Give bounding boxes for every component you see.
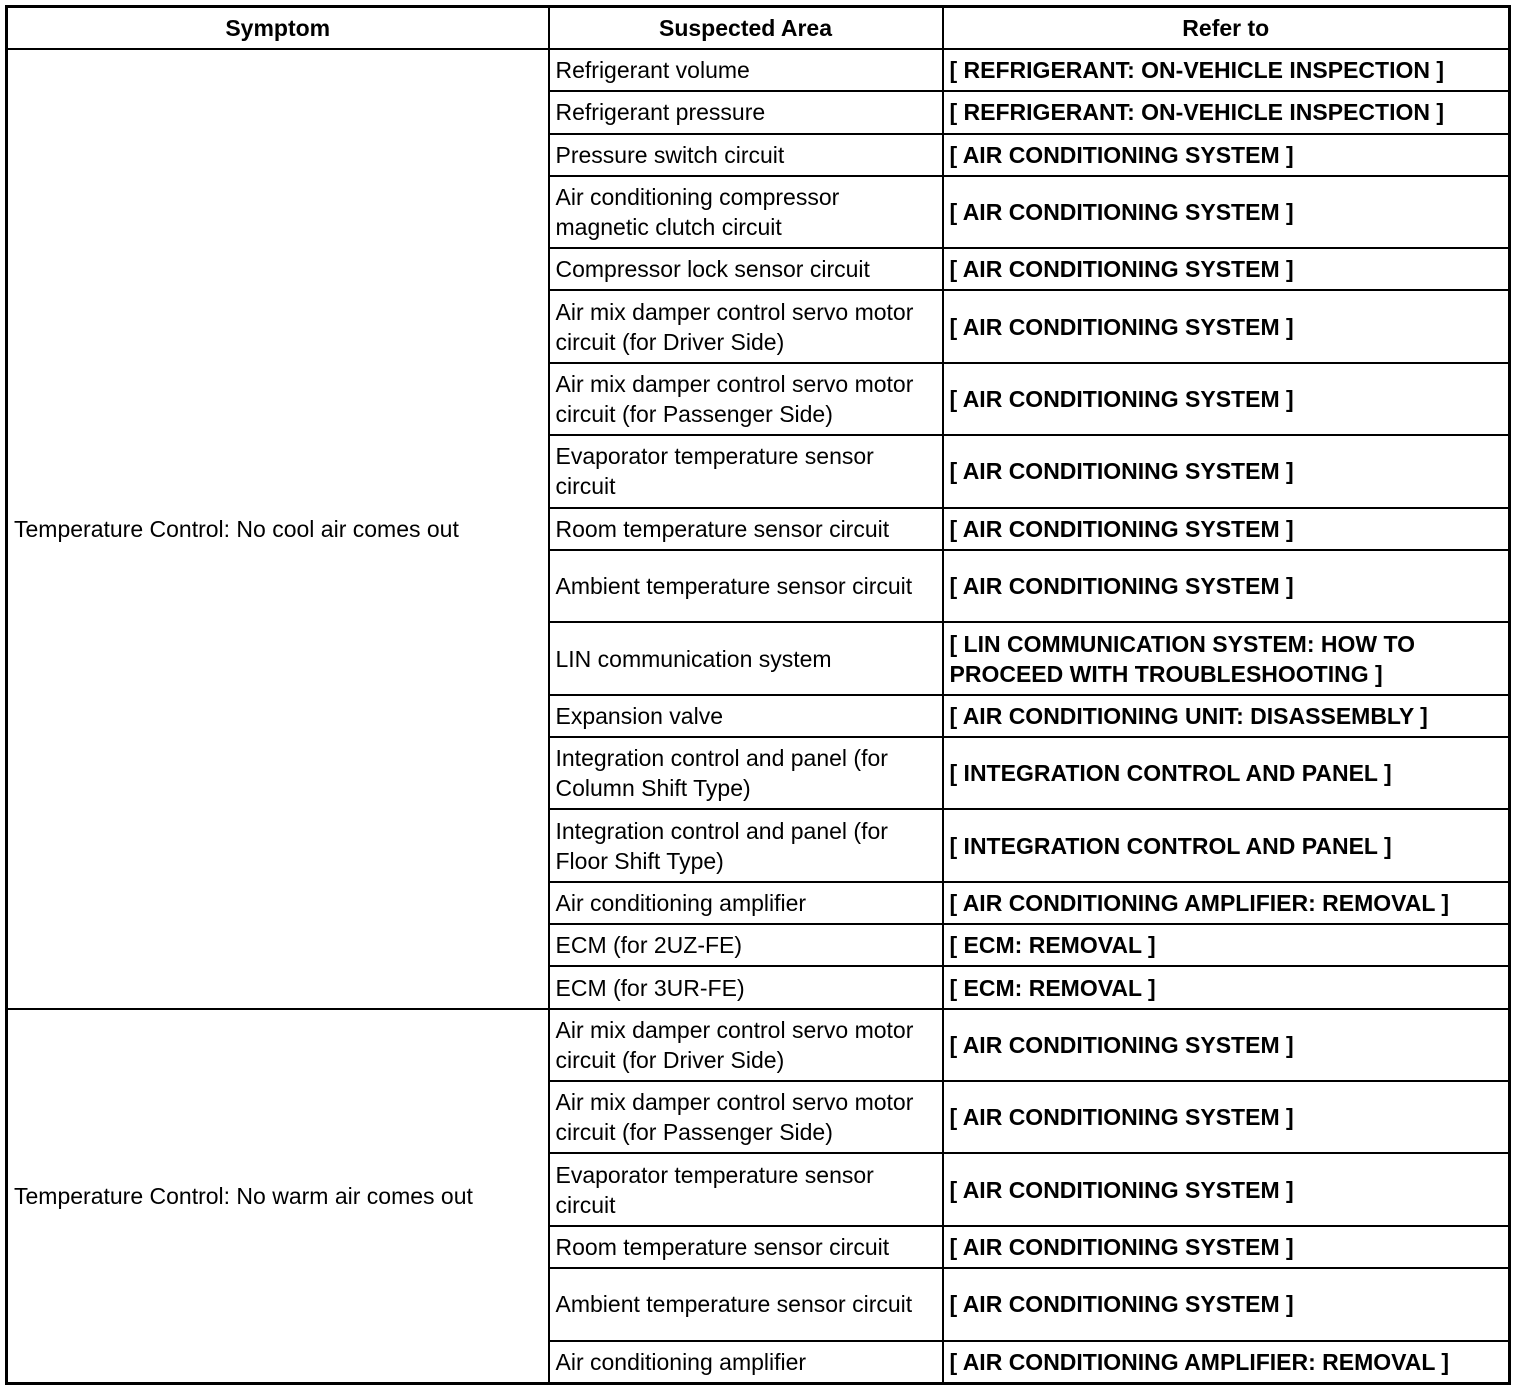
refer-to-cell: [ AIR CONDITIONING SYSTEM ] [943, 134, 1510, 176]
header-refer-to: Refer to [943, 7, 1510, 50]
suspected-area-cell: Expansion valve [549, 695, 943, 737]
refer-to-cell: [ AIR CONDITIONING SYSTEM ] [943, 1268, 1510, 1340]
suspected-area-cell: Ambient temperature sensor circuit [549, 1268, 943, 1340]
refer-to-cell: [ INTEGRATION CONTROL AND PANEL ] [943, 809, 1510, 881]
suspected-area-cell: Room temperature sensor circuit [549, 1226, 943, 1268]
suspected-area-cell: Room temperature sensor circuit [549, 508, 943, 550]
symptom-cell: Temperature Control: No cool air comes out [7, 49, 549, 1009]
suspected-area-cell: Air conditioning amplifier [549, 882, 943, 924]
refer-to-cell: [ AIR CONDITIONING SYSTEM ] [943, 1226, 1510, 1268]
refer-to-cell: [ ECM: REMOVAL ] [943, 966, 1510, 1008]
suspected-area-cell: Pressure switch circuit [549, 134, 943, 176]
table-row [7, 1009, 1510, 1081]
suspected-area-cell: Integration control and panel (for Floor Shift Type) [549, 809, 943, 881]
suspected-area-cell: Air mix damper control servo motor circuit (for Driver Side) [549, 290, 943, 362]
refer-to-cell: [ REFRIGERANT: ON-VEHICLE INSPECTION ] [943, 91, 1510, 133]
refer-to-cell: [ AIR CONDITIONING SYSTEM ] [943, 290, 1510, 362]
suspected-area-cell: ECM (for 3UR-FE) [549, 966, 943, 1008]
suspected-area-cell: Ambient temperature sensor circuit [549, 550, 943, 622]
refer-to-cell: [ AIR CONDITIONING AMPLIFIER: REMOVAL ] [943, 1341, 1510, 1384]
suspected-area-cell: Air conditioning compressor magnetic clutch circuit [549, 176, 943, 248]
suspected-area-cell: Integration control and panel (for Column Shift Type) [549, 737, 943, 809]
suspected-area-cell: Refrigerant pressure [549, 91, 943, 133]
suspected-area-cell: ECM (for 2UZ-FE) [549, 924, 943, 966]
refer-to-cell: [ ECM: REMOVAL ] [943, 924, 1510, 966]
refer-to-cell: [ AIR CONDITIONING SYSTEM ] [943, 1153, 1510, 1225]
suspected-area-cell: Compressor lock sensor circuit [549, 248, 943, 290]
refer-to-cell: [ REFRIGERANT: ON-VEHICLE INSPECTION ] [943, 49, 1510, 91]
troubleshooting-table [5, 5, 1511, 1385]
refer-to-cell: [ AIR CONDITIONING SYSTEM ] [943, 550, 1510, 622]
refer-to-cell: [ AIR CONDITIONING SYSTEM ] [943, 508, 1510, 550]
table-row [7, 49, 1510, 91]
refer-to-cell: [ AIR CONDITIONING SYSTEM ] [943, 1081, 1510, 1153]
suspected-area-cell: Evaporator temperature sensor circuit [549, 435, 943, 507]
refer-to-cell: [ AIR CONDITIONING SYSTEM ] [943, 1009, 1510, 1081]
suspected-area-cell: Air conditioning amplifier [549, 1341, 943, 1384]
header-symptom: Symptom [7, 7, 549, 50]
refer-to-cell: [ INTEGRATION CONTROL AND PANEL ] [943, 737, 1510, 809]
suspected-area-cell: Air mix damper control servo motor circuit (for Driver Side) [549, 1009, 943, 1081]
refer-to-cell: [ AIR CONDITIONING UNIT: DISASSEMBLY ] [943, 695, 1510, 737]
suspected-area-cell: LIN communication system [549, 622, 943, 694]
symptom-cell: Temperature Control: No warm air comes out [7, 1009, 549, 1384]
refer-to-cell: [ AIR CONDITIONING SYSTEM ] [943, 435, 1510, 507]
refer-to-cell: [ AIR CONDITIONING SYSTEM ] [943, 176, 1510, 248]
suspected-area-cell: Air mix damper control servo motor circuit (for Passenger Side) [549, 1081, 943, 1153]
refer-to-cell: [ AIR CONDITIONING SYSTEM ] [943, 248, 1510, 290]
header-suspected-area: Suspected Area [549, 7, 943, 50]
suspected-area-cell: Air mix damper control servo motor circuit (for Passenger Side) [549, 363, 943, 435]
suspected-area-cell: Evaporator temperature sensor circuit [549, 1153, 943, 1225]
header-row [7, 7, 1510, 50]
refer-to-cell: [ LIN COMMUNICATION SYSTEM: HOW TO PROCEED WITH TROUBLESHOOTING ] [943, 622, 1510, 694]
refer-to-cell: [ AIR CONDITIONING SYSTEM ] [943, 363, 1510, 435]
refer-to-cell: [ AIR CONDITIONING AMPLIFIER: REMOVAL ] [943, 882, 1510, 924]
suspected-area-cell: Refrigerant volume [549, 49, 943, 91]
